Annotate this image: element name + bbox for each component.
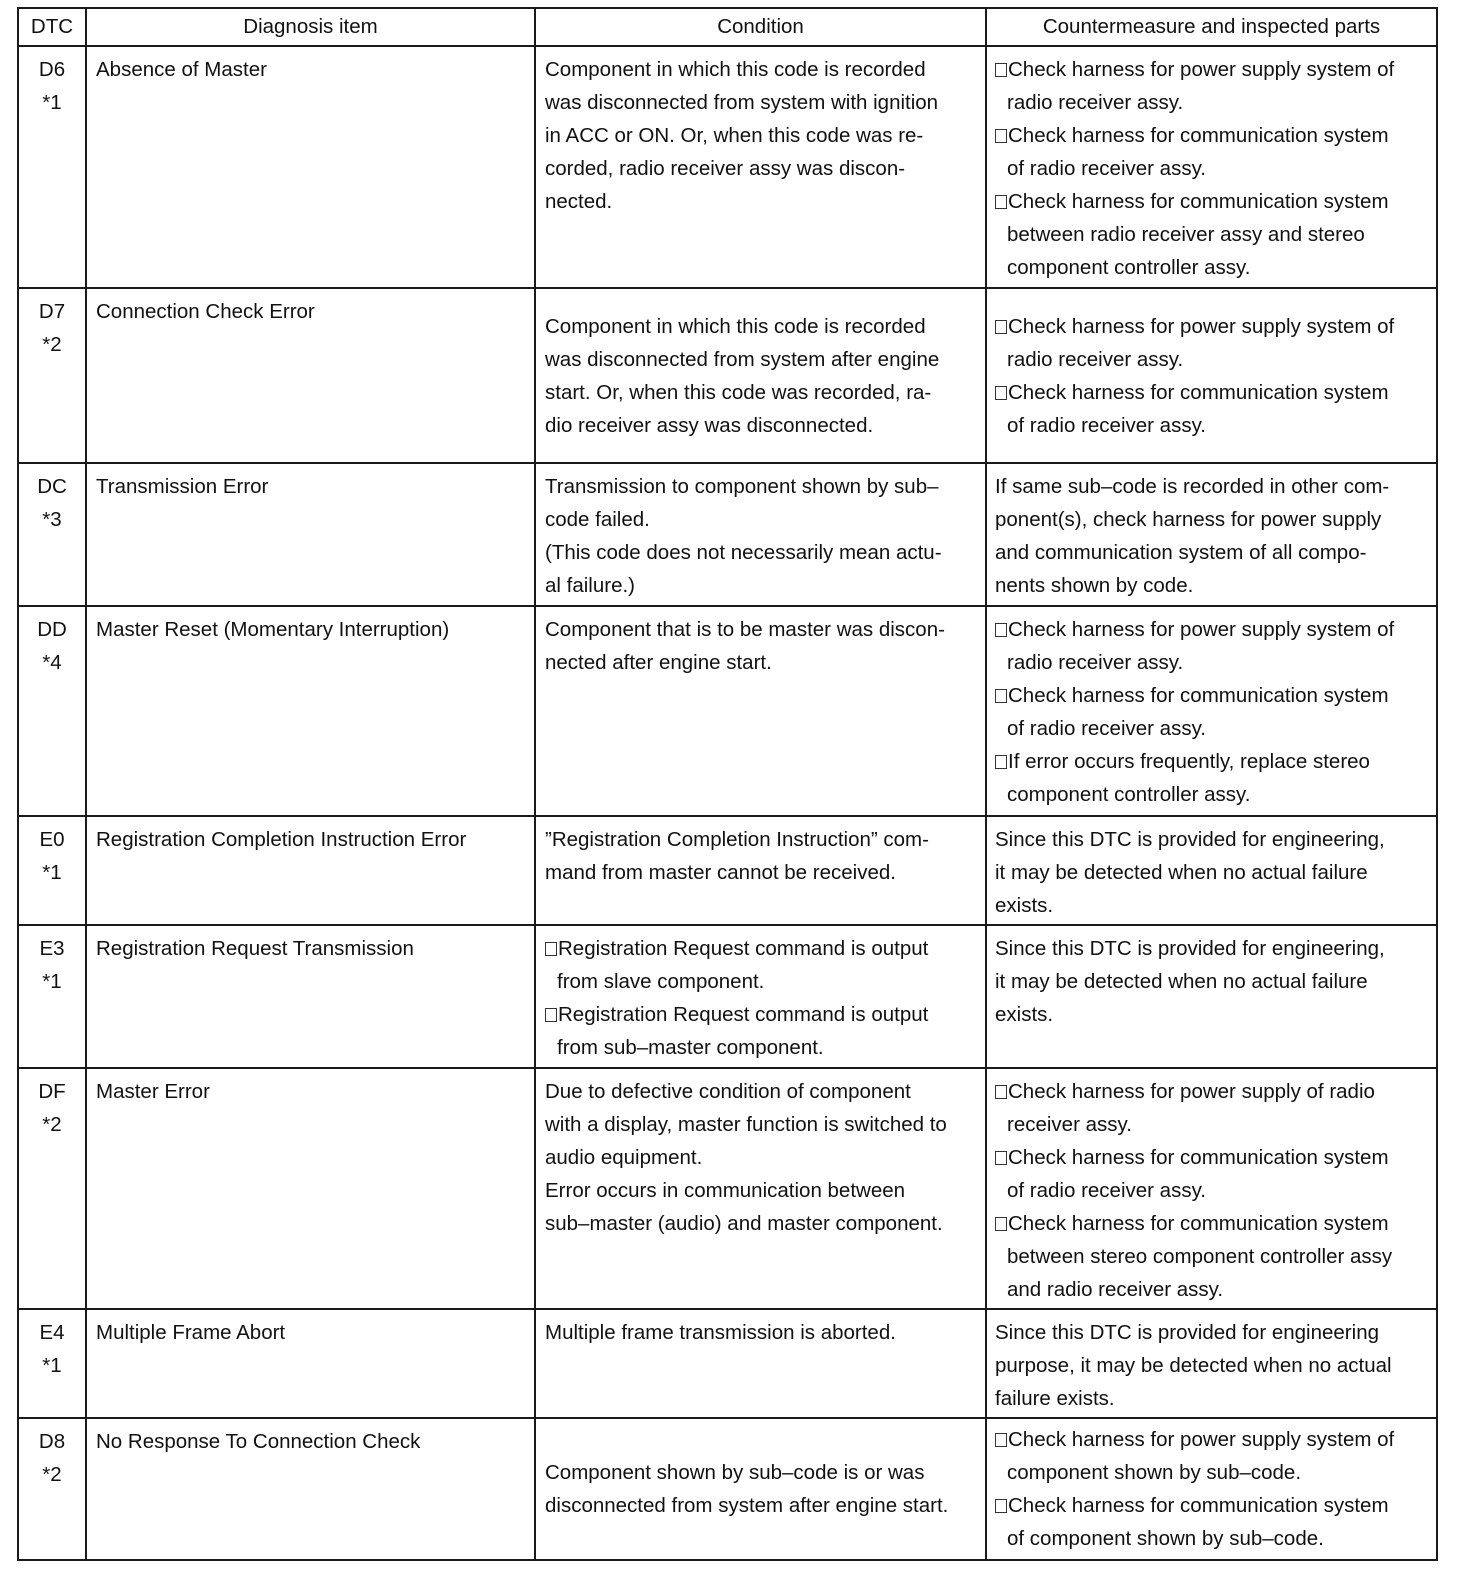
condition-line: start. Or, when this code was recorded, ra-	[545, 380, 932, 404]
checkbox-bullet-icon	[995, 755, 1007, 769]
condition-cell	[535, 925, 986, 1068]
table-row	[18, 46, 1437, 288]
checkbox-bullet-icon	[995, 1499, 1007, 1513]
countermeasure-line: purpose, it may be detected when no actual	[995, 1354, 1392, 1377]
condition-cell	[535, 606, 986, 816]
countermeasure-line: Since this DTC is provided for engineering,	[995, 937, 1385, 960]
countermeasure-cell	[986, 46, 1437, 288]
countermeasure-text: Check harness for power supply system of	[1008, 58, 1395, 81]
countermeasure-text: Check harness for power supply of radio	[1008, 1080, 1375, 1103]
dtc-code-cell	[18, 1309, 86, 1418]
dtc-code: D6	[38, 58, 66, 81]
diagnosis-item-cell	[86, 816, 535, 925]
countermeasure-line: it may be detected when no actual failure	[995, 861, 1368, 884]
condition-line: Transmission to component shown by sub–	[545, 475, 939, 498]
countermeasure-line: If same sub–code is recorded in other com-	[995, 475, 1390, 498]
condition-line: audio equipment.	[545, 1146, 703, 1169]
diagnosis-item: Absence of Master	[96, 58, 267, 81]
dtc-note: *2	[42, 1113, 62, 1136]
countermeasure-text: component shown by sub–code.	[1007, 1461, 1302, 1484]
condition-cell	[535, 1418, 986, 1560]
diagnosis-item-cell	[86, 606, 535, 816]
diagnosis-item: Multiple Frame Abort	[96, 1321, 286, 1344]
countermeasure-text: Check harness for communication system	[1008, 380, 1389, 404]
dtc-code: DD	[37, 618, 67, 641]
dtc-code: DC	[37, 475, 67, 498]
countermeasure-text: of radio receiver assy.	[1007, 1179, 1207, 1202]
condition-line: Component that is to be master was discon-	[545, 618, 945, 641]
checkbox-bullet-icon	[995, 320, 1007, 334]
countermeasure-text: of radio receiver assy.	[1007, 717, 1207, 740]
countermeasure-text: radio receiver assy.	[1007, 91, 1184, 114]
countermeasure-text: Check harness for power supply system of	[1008, 618, 1395, 641]
table-row	[18, 1418, 1437, 1560]
diagnosis-item-cell	[86, 1068, 535, 1309]
diagnosis-item: Master Reset (Momentary Interruption)	[96, 618, 450, 641]
table-row	[18, 1068, 1437, 1309]
countermeasure-line: failure exists.	[995, 1387, 1115, 1410]
header-condition: Condition	[535, 8, 986, 46]
condition-bullet-text: Registration Request command is output	[558, 937, 929, 960]
countermeasure-text: of radio receiver assy.	[1007, 413, 1207, 437]
diagnosis-item-cell	[86, 288, 535, 463]
condition-bullet-text: from sub–master component.	[557, 1036, 824, 1059]
condition-cell	[535, 1309, 986, 1418]
dtc-note: *1	[42, 1354, 62, 1377]
dtc-code: D7	[38, 300, 66, 323]
dtc-note: *1	[42, 970, 62, 993]
dtc-code: E4	[39, 1321, 65, 1344]
countermeasure-cell	[986, 1309, 1437, 1418]
countermeasure-line: ponent(s), check harness for power supply	[995, 508, 1382, 531]
condition-line: Multiple frame transmission is aborted.	[545, 1321, 896, 1344]
dtc-note: *3	[42, 508, 62, 531]
condition-cell	[535, 816, 986, 925]
dtc-code: E0	[39, 828, 65, 851]
countermeasure-text: of component shown by sub–code.	[1007, 1527, 1324, 1550]
countermeasure-text: Check harness for communication system	[1008, 684, 1389, 707]
header-diagnosis-item: Diagnosis item	[86, 8, 535, 46]
dtc-code-cell	[18, 288, 86, 463]
countermeasure-line: it may be detected when no actual failure	[995, 970, 1368, 993]
condition-line: Component in which this code is recorded	[545, 314, 926, 338]
countermeasure-text: Check harness for communication system	[1008, 1212, 1389, 1235]
countermeasure-text: component controller assy.	[1007, 783, 1251, 806]
header-dtc: DTC	[18, 8, 86, 46]
diagnosis-item: Connection Check Error	[96, 300, 315, 323]
condition-line: disconnected from system after engine start.	[545, 1494, 949, 1517]
countermeasure-text: receiver assy.	[1007, 1113, 1132, 1136]
header-row	[18, 8, 1437, 46]
dtc-code-cell	[18, 1068, 86, 1309]
condition-line: nected.	[545, 190, 613, 213]
countermeasure-text: between stereo component controller assy	[1007, 1245, 1393, 1268]
table-row	[18, 816, 1437, 925]
condition-line: nected after engine start.	[545, 651, 772, 674]
condition-line: dio receiver assy was disconnected.	[545, 413, 874, 437]
dtc-code: E3	[39, 937, 65, 960]
diagnosis-item: Registration Completion Instruction Error	[96, 828, 467, 851]
condition-line: Component shown by sub–code is or was	[545, 1461, 925, 1484]
condition-line: mand from master cannot be received.	[545, 861, 896, 884]
checkbox-bullet-icon	[995, 1433, 1007, 1447]
header-countermeasure: Countermeasure and inspected parts	[986, 8, 1437, 46]
diagnosis-item-cell	[86, 1418, 535, 1560]
checkbox-bullet-icon	[995, 63, 1007, 77]
condition-line: in ACC or ON. Or, when this code was re-	[545, 124, 924, 147]
dtc-code-cell	[18, 1418, 86, 1560]
dtc-code-cell	[18, 816, 86, 925]
condition-line: sub–master (audio) and master component.	[545, 1212, 943, 1235]
condition-line: was disconnected from system after engine	[545, 347, 940, 371]
dtc-code-cell	[18, 463, 86, 606]
table-row	[18, 463, 1437, 606]
condition-line: code failed.	[545, 508, 650, 531]
diagnosis-item: Registration Request Transmission	[96, 937, 414, 960]
countermeasure-text: component controller assy.	[1007, 256, 1251, 279]
countermeasure-text: of radio receiver assy.	[1007, 157, 1207, 180]
countermeasure-cell	[986, 925, 1437, 1068]
countermeasure-text: radio receiver assy.	[1007, 347, 1184, 371]
checkbox-bullet-icon	[995, 623, 1007, 637]
checkbox-bullet-icon	[995, 1217, 1007, 1231]
checkbox-bullet-icon	[995, 129, 1007, 143]
dtc-table	[17, 7, 1438, 1561]
countermeasure-text: Check harness for communication system	[1008, 190, 1389, 213]
dtc-code-cell	[18, 606, 86, 816]
countermeasure-line: exists.	[995, 1003, 1054, 1026]
condition-line: was disconnected from system with ignition	[545, 91, 939, 114]
checkbox-bullet-icon	[545, 1008, 557, 1022]
checkbox-bullet-icon	[995, 689, 1007, 703]
condition-line: (This code does not necessarily mean actu-	[545, 541, 942, 564]
diagnosis-item-cell	[86, 46, 535, 288]
countermeasure-text: Check harness for power supply system of	[1008, 1428, 1395, 1451]
countermeasure-cell	[986, 288, 1437, 463]
dtc-code: DF	[38, 1080, 66, 1103]
dtc-note: *1	[42, 91, 62, 114]
countermeasure-cell	[986, 1068, 1437, 1309]
countermeasure-line: Since this DTC is provided for engineering,	[995, 828, 1385, 851]
countermeasure-text: If error occurs frequently, replace stereo	[1008, 750, 1370, 773]
countermeasure-cell	[986, 1418, 1437, 1560]
checkbox-bullet-icon	[995, 195, 1007, 209]
condition-line: Due to defective condition of component	[545, 1080, 911, 1103]
dtc-note: *2	[42, 1463, 62, 1486]
diagnosis-item: Transmission Error	[96, 475, 269, 498]
countermeasure-text: Check harness for power supply system of	[1008, 314, 1395, 338]
diagnosis-item-cell	[86, 463, 535, 606]
table-row	[18, 288, 1437, 463]
dtc-code-cell	[18, 925, 86, 1068]
countermeasure-cell	[986, 463, 1437, 606]
table-row	[18, 1309, 1437, 1418]
condition-bullet-text: Registration Request command is output	[558, 1003, 929, 1026]
condition-cell	[535, 1068, 986, 1309]
checkbox-bullet-icon	[995, 386, 1007, 400]
checkbox-bullet-icon	[995, 1151, 1007, 1165]
condition-cell	[535, 46, 986, 288]
condition-cell	[535, 463, 986, 606]
condition-line: with a display, master function is switched to	[545, 1113, 947, 1136]
table-row	[18, 606, 1437, 816]
countermeasure-text: between radio receiver assy and stereo	[1007, 223, 1365, 246]
countermeasure-text: Check harness for communication system	[1008, 1146, 1389, 1169]
checkbox-bullet-icon	[995, 1085, 1007, 1099]
countermeasure-text: Check harness for communication system	[1008, 124, 1389, 147]
countermeasure-line: nents shown by code.	[995, 574, 1194, 597]
diagnosis-item-cell	[86, 925, 535, 1068]
condition-cell	[535, 288, 986, 463]
countermeasure-text: Check harness for communication system	[1008, 1494, 1389, 1517]
countermeasure-line: Since this DTC is provided for engineering	[995, 1321, 1379, 1344]
table-row	[18, 925, 1437, 1068]
condition-line: Component in which this code is recorded	[545, 58, 926, 81]
countermeasure-cell	[986, 606, 1437, 816]
diagnosis-item: Master Error	[96, 1080, 210, 1103]
condition-line: corded, radio receiver assy was discon-	[545, 157, 906, 180]
diagnosis-item: No Response To Connection Check	[96, 1430, 421, 1453]
condition-line: ”Registration Completion Instruction” com-	[545, 828, 929, 851]
condition-bullet-text: from slave component.	[557, 970, 765, 993]
countermeasure-line: and communication system of all compo-	[995, 541, 1367, 564]
dtc-note: *4	[42, 651, 62, 674]
dtc-note: *2	[42, 333, 62, 356]
countermeasure-text: radio receiver assy.	[1007, 651, 1184, 674]
condition-line: Error occurs in communication between	[545, 1179, 906, 1202]
dtc-code-cell	[18, 46, 86, 288]
checkbox-bullet-icon	[545, 942, 557, 956]
countermeasure-text: and radio receiver assy.	[1007, 1278, 1224, 1301]
diagnosis-item-cell	[86, 1309, 535, 1418]
countermeasure-cell	[986, 816, 1437, 925]
condition-line: al failure.)	[545, 574, 636, 597]
dtc-note: *1	[42, 861, 62, 884]
dtc-code: D8	[38, 1430, 66, 1453]
countermeasure-line: exists.	[995, 894, 1054, 917]
